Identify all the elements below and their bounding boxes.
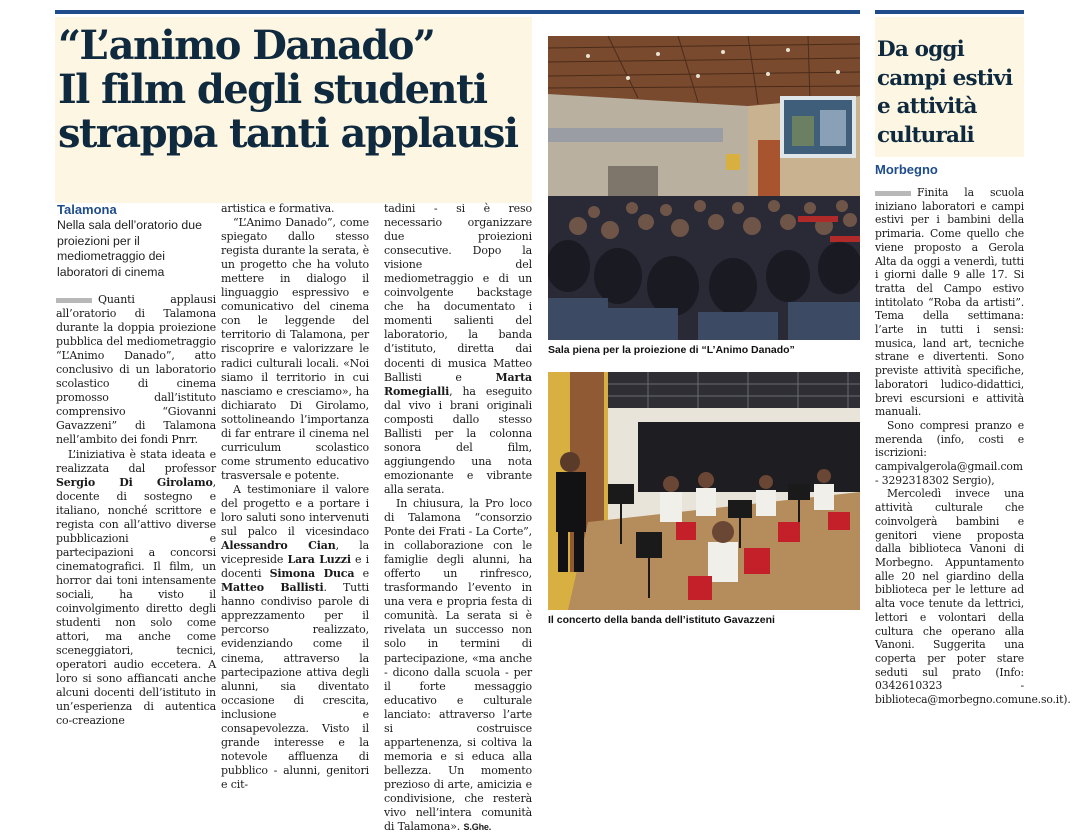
sidebar-title: [877, 36, 1022, 150]
page-title: [58, 24, 533, 156]
paragraph: Finita la scuola iniziano laboratori e campi estivi per i bambini della primaria. Come quello che viene proposto a Gerola Alta da oggi a venerdì, tutti i giorni dalle 9 alle 17. Si tratta del Campo estivo intitolato “Roba da artisti”. Tema della settimana: l’arte in tutti i sensi: musica, land art, tecniche strane e divertenti. Sono previste attività specifiche, laboratori ludico-didattici, brevi escursioni e attività manuali.: [875, 186, 1024, 419]
lead-dash: [875, 191, 911, 196]
article-column-3: tadini - si è reso necessario organizzare due proiezioni consecutive. Dopo la visione del mediometraggio e di un coinvolgente backstage che ha documentato i momenti salienti del laboratorio, la banda d’istituto, diretta dai docenti di musica Matteo Ballisti e Marta Romegialli, ha eseguito dal vivo i brani originali composti dallo stesso Ballisti per la colonna sonora del film, aggiungendo una nota emozionante e vibrante alla serata. In chiusura, la Pro loco di Talamona “consorzio Ponte dei Frati - La Corte”, in collaborazione con le famiglie degli alunni, ha offerto un rinfresco, trasformando l’evento in una vera e propria festa di comunità. La serata si è rivelata un successo non solo in termini di partecipazione, «ma anche - dicono dalla scuola - per il forte messaggio educativo e culturale lanciato: attraverso l’arte si costruisce appartenenza, si coltiva la memoria e si educa alla bellezza. Un momento prezioso di arte, amicizia e condivisione, che resterà vivo nell’intera comunità di Talamona». S.Ghe.: [384, 202, 532, 834]
article-column-2: artistica e formativa. “L’Animo Danado”, come spiegato dallo stesso regista durante la serata, è un progetto che ha voluto mettere in dialogo il linguaggio espressivo e comunicativo del cinema con le leggende del territorio di Talamona, per riscoprire e valorizzare le radici culturali locali. «Noi siamo il territorio in cui nasciamo e cresciamo», ha dichiarato Di Girolamo, sottolineando l’importanza di far entrare il cinema nel curriculum scolastico come strumento educativo trasversale e potente. A testimoniare il valore del progetto e a portare i loro saluti sono intervenuti sul palco il vicesindaco Alessandro Cian, la vicepreside Lara Luzzi e i docenti Simona Duca e Matteo Ballisti. Tutti hanno condiviso parole di apprezzamento per il percorso realizzato, evidenziando come il cinema, attraverso la partecipazione attiva degli alunni, sia diventato occasione di crescita, inclusione e consapevolezza. Visto il grande interesse e la notevole affluenza di pubblico - alunni, genitori e cit-: [221, 202, 369, 791]
headline-line-2: Il film degli studenti: [58, 66, 487, 113]
paragraph: Mercoledì invece una attività culturale che coinvolgerà bambini e genitori viene proposta dalla biblioteca Vanoni di Morbegno. Appuntamento alle 20 nel giardino della biblioteca per le letture ad alta voce tenute da lettrici, lettori e volontari della cultura che operano alla Vanoni. Suggerita una coperta per poter stare seduti sul prato (Info: 0342610323 - biblioteca@morbegno.comune.so.it).: [875, 487, 1071, 707]
top-rule-main: [55, 10, 860, 14]
person-name: Matteo Ballisti: [221, 581, 324, 595]
band-concert-photo: [548, 372, 860, 610]
sidebar-headline-line-3: e attività: [877, 94, 977, 119]
article-summary: Nella sala dell’oratorio due proiezioni per il mediometraggio dei laboratori di cinema: [57, 218, 202, 279]
person-name: Marta Romegialli: [384, 370, 532, 398]
person-name: Lara Luzzi: [287, 553, 351, 567]
headline-line-3: strappa tanti applausi: [58, 110, 518, 157]
lead-dash: [56, 298, 92, 303]
sidebar-column: [875, 186, 1071, 707]
paragraph: Quanti applausi all’oratorio di Talamona durante la doppia proiezione pubblica del mediometraggio “L’Animo Danado”, atto conclusivo di un laboratorio scolastico di cinema promosso dall’istituto comprensivo “Giovanni Gavazzeni” di Talamona nell’ambito dei fondi Pnrr.: [56, 293, 216, 447]
top-rule-sidebar: [875, 10, 1024, 14]
sidebar-headline-line-4: culturali: [877, 122, 974, 148]
sidebar-headline-line-2: campi estivi: [877, 65, 1013, 91]
paragraph: Sono compresi pranzo e merenda (info, costi e iscrizioni: campivalgerola@gmail.com - 3292318302 Sergio),: [875, 418, 1024, 487]
photo-caption-2: Il concerto della banda dell’istituto Gavazzeni: [548, 614, 775, 626]
headline-line-1: “L’animo Danado”: [58, 22, 435, 69]
cinema-hall-photo: [548, 36, 860, 340]
person-name: Sergio Di Girolamo: [56, 475, 213, 489]
photo-caption-1: Sala piena per la proiezione di “L’Animo Danado”: [548, 344, 795, 356]
article-kicker: Talamona: [57, 202, 117, 217]
person-name: Simona Duca: [269, 567, 355, 581]
sidebar-kicker: Morbegno: [875, 162, 938, 177]
person-name: Alessandro Cian: [221, 539, 336, 553]
author-signature: S.Ghe.: [463, 822, 492, 833]
article-column-1: Quanti applausi all’oratorio di Talamona durante la doppia proiezione pubblica del mediometraggio “L’Animo Danado”, atto conclusivo di un laboratorio scolastico di cinema promosso dall’istituto comprensivo “Giovanni Gavazzeni” di Talamona nell’ambito dei fondi Pnrr. L’iniziativa è stata ideata e realizzata dal professor Sergio Di Girolamo, docente di sostegno e italiano, nonché scrittore e regista con all’attivo diverse pubblicazioni e partecipazioni a concorsi cinematografici. Il film, un horror dai toni intensamente sociali, ha visto il coinvolgimento diretto degli studenti non solo come attori, ma anche come sceneggiatori, tecnici, operatori audio eccetera. A loro si sono affiancati anche alcuni docenti dell’istituto in un’esperienza di autentica co-creazione: [56, 293, 216, 728]
sidebar-headline-line-1: Da oggi: [877, 37, 965, 62]
paragraph: artistica e formativa.: [221, 202, 335, 215]
paragraph: “L’Animo Danado”, come spiegato dallo stesso regista durante la serata, è un progetto che ha voluto mettere in dialogo il linguaggio espressivo e comunicativo del cinema con le leggende del territorio di Talamona, per riscoprire e valorizzare le radici culturali locali. «Noi siamo il territorio in cui nasciamo e cresciamo», ha dichiarato Di Girolamo, sottolineando l’importanza di far entrare il cinema nel curriculum scolastico come strumento educativo trasversale e potente.: [221, 216, 369, 482]
